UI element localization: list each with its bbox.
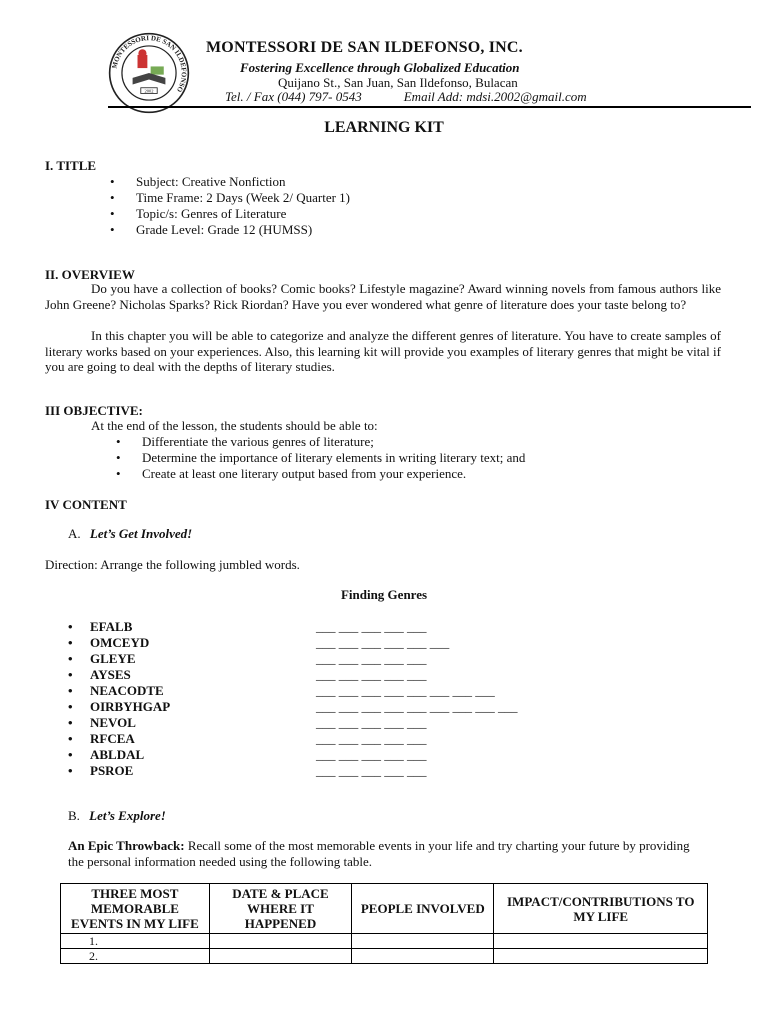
section-title-heading: I. TITLE bbox=[45, 158, 97, 173]
answer-blanks: ___ ___ ___ ___ ___ ___ ___ ___ bbox=[316, 683, 495, 698]
table-cell-number[interactable]: 2. bbox=[61, 949, 210, 964]
table-cell-number[interactable]: 1. bbox=[61, 934, 210, 949]
answer-blanks: ___ ___ ___ ___ ___ bbox=[316, 731, 427, 746]
jumbled-word-row: • ABLDAL bbox=[68, 747, 145, 762]
table-row bbox=[61, 934, 708, 949]
table-cell[interactable] bbox=[494, 934, 708, 949]
contact-line bbox=[225, 89, 587, 105]
objective-heading: III OBJECTIVE: bbox=[45, 403, 143, 418]
header-divider bbox=[108, 106, 751, 108]
jumbled-word-row: • AYSES bbox=[68, 667, 131, 682]
table-cell[interactable] bbox=[352, 934, 494, 949]
subsection-a-title: Let’s Get Involved! bbox=[89, 526, 193, 541]
answer-blanks: ___ ___ ___ ___ ___ bbox=[316, 651, 427, 666]
epic-throwback-instructions bbox=[68, 838, 708, 869]
jumbled-word-row: • EFALB bbox=[68, 619, 133, 634]
school-address: Quijano St., San Juan, San Ildefonso, Bulacan bbox=[278, 75, 518, 90]
jumbled-word-row: • NEACODTE bbox=[68, 683, 164, 698]
school-motto: Fostering Excellence through Globalized Education bbox=[240, 60, 520, 75]
subsection-a bbox=[68, 526, 192, 542]
answer-blanks: ___ ___ ___ ___ ___ ___ ___ ___ ___ bbox=[316, 699, 518, 714]
svg-text:MONTESSORI DE SAN ILDEFONSO: MONTESSORI DE SAN ILDEFONSO bbox=[110, 34, 188, 94]
overview-paragraph-1: Do you have a collection of books? Comic books? Lifestyle magazine? Award winning novels from famous authors like John Greene? Nicholas Sparks? Rick Riordan? Have you ever wondered what genre of literature does your taste belong to? bbox=[45, 281, 721, 312]
jumbled-word-row: • PSROE bbox=[68, 763, 134, 778]
subsection-b bbox=[68, 808, 166, 824]
jumbled-word-row: • GLEYE bbox=[68, 651, 136, 666]
table-cell[interactable] bbox=[209, 949, 351, 964]
objective-item: • Determine the importance of literary elements in writing literary text; and bbox=[142, 450, 525, 466]
table-header-row bbox=[61, 884, 708, 934]
direction-text: Direction: Arrange the following jumbled words. bbox=[45, 557, 300, 572]
svg-text:2002: 2002 bbox=[144, 88, 154, 94]
tel-fax: Tel. / Fax (044) 797- 0543 bbox=[225, 89, 362, 104]
objective-item: • Create at least one literary output based from your experience. bbox=[142, 466, 466, 482]
document-title: LEARNING KIT bbox=[324, 119, 444, 136]
overview-heading: II. OVERVIEW bbox=[45, 267, 135, 282]
content-heading: IV CONTENT bbox=[45, 497, 127, 512]
activity-title: Finding Genres bbox=[340, 587, 428, 602]
answer-blanks: ___ ___ ___ ___ ___ bbox=[316, 619, 427, 634]
table-header-cell: DATE & PLACE WHERE IT HAPPENED bbox=[209, 884, 351, 934]
school-seal-logo bbox=[108, 32, 190, 114]
title-item: • Grade Level: Grade 12 (HUMSS) bbox=[136, 222, 312, 238]
table-cell[interactable] bbox=[352, 949, 494, 964]
subsection-b-title: Let’s Explore! bbox=[89, 808, 166, 823]
subsection-b-label: B. bbox=[68, 808, 80, 823]
table-row bbox=[61, 949, 708, 964]
table-header-cell: IMPACT/CONTRIBUTIONS TO MY LIFE bbox=[494, 884, 708, 934]
objective-intro: At the end of the lesson, the students should be able to: bbox=[91, 418, 378, 433]
table-header-cell: PEOPLE INVOLVED bbox=[352, 884, 494, 934]
answer-blanks: ___ ___ ___ ___ ___ bbox=[316, 667, 427, 682]
jumbled-word-row: • OIRBYHGAP bbox=[68, 699, 171, 714]
jumbled-word-row: • RFCEA bbox=[68, 731, 135, 746]
table-cell[interactable] bbox=[209, 934, 351, 949]
epic-throwback-label: An Epic Throwback: bbox=[68, 838, 185, 853]
title-item: • Time Frame: 2 Days (Week 2/ Quarter 1) bbox=[136, 190, 350, 206]
memorable-events-table bbox=[60, 883, 708, 964]
title-item: • Subject: Creative Nonfiction bbox=[136, 174, 285, 190]
title-item: • Topic/s: Genres of Literature bbox=[136, 206, 286, 222]
answer-blanks: ___ ___ ___ ___ ___ bbox=[316, 715, 427, 730]
jumbled-word-row: • OMCEYD bbox=[68, 635, 150, 650]
table-cell[interactable] bbox=[494, 949, 708, 964]
subsection-a-label: A. bbox=[68, 526, 81, 541]
answer-blanks: ___ ___ ___ ___ ___ ___ bbox=[316, 635, 450, 650]
overview-paragraph-2: In this chapter you will be able to categorize and analyze the different genres of literature. You have to create samples of literary works based on your experiences. Also, this learning kit will provide you examples of literary genres that might be vital if you are going to deal with the depths of literary studies. bbox=[45, 328, 721, 374]
answer-blanks: ___ ___ ___ ___ ___ bbox=[316, 763, 427, 778]
email-address: Email Add: mdsi.2002@gmail.com bbox=[403, 89, 587, 104]
jumbled-word-row: • NEVOL bbox=[68, 715, 136, 730]
answer-blanks: ___ ___ ___ ___ ___ bbox=[316, 747, 427, 762]
epic-throwback-text: Recall some of the most memorable events in your life and try charting your future by providing the personal information needed using the following table. bbox=[68, 838, 690, 869]
table-header-cell: THREE MOST MEMORABLE EVENTS IN MY LIFE bbox=[61, 884, 210, 934]
objective-item: • Differentiate the various genres of literature; bbox=[142, 434, 374, 450]
school-name: MONTESSORI DE SAN ILDEFONSO, INC. bbox=[206, 39, 523, 56]
